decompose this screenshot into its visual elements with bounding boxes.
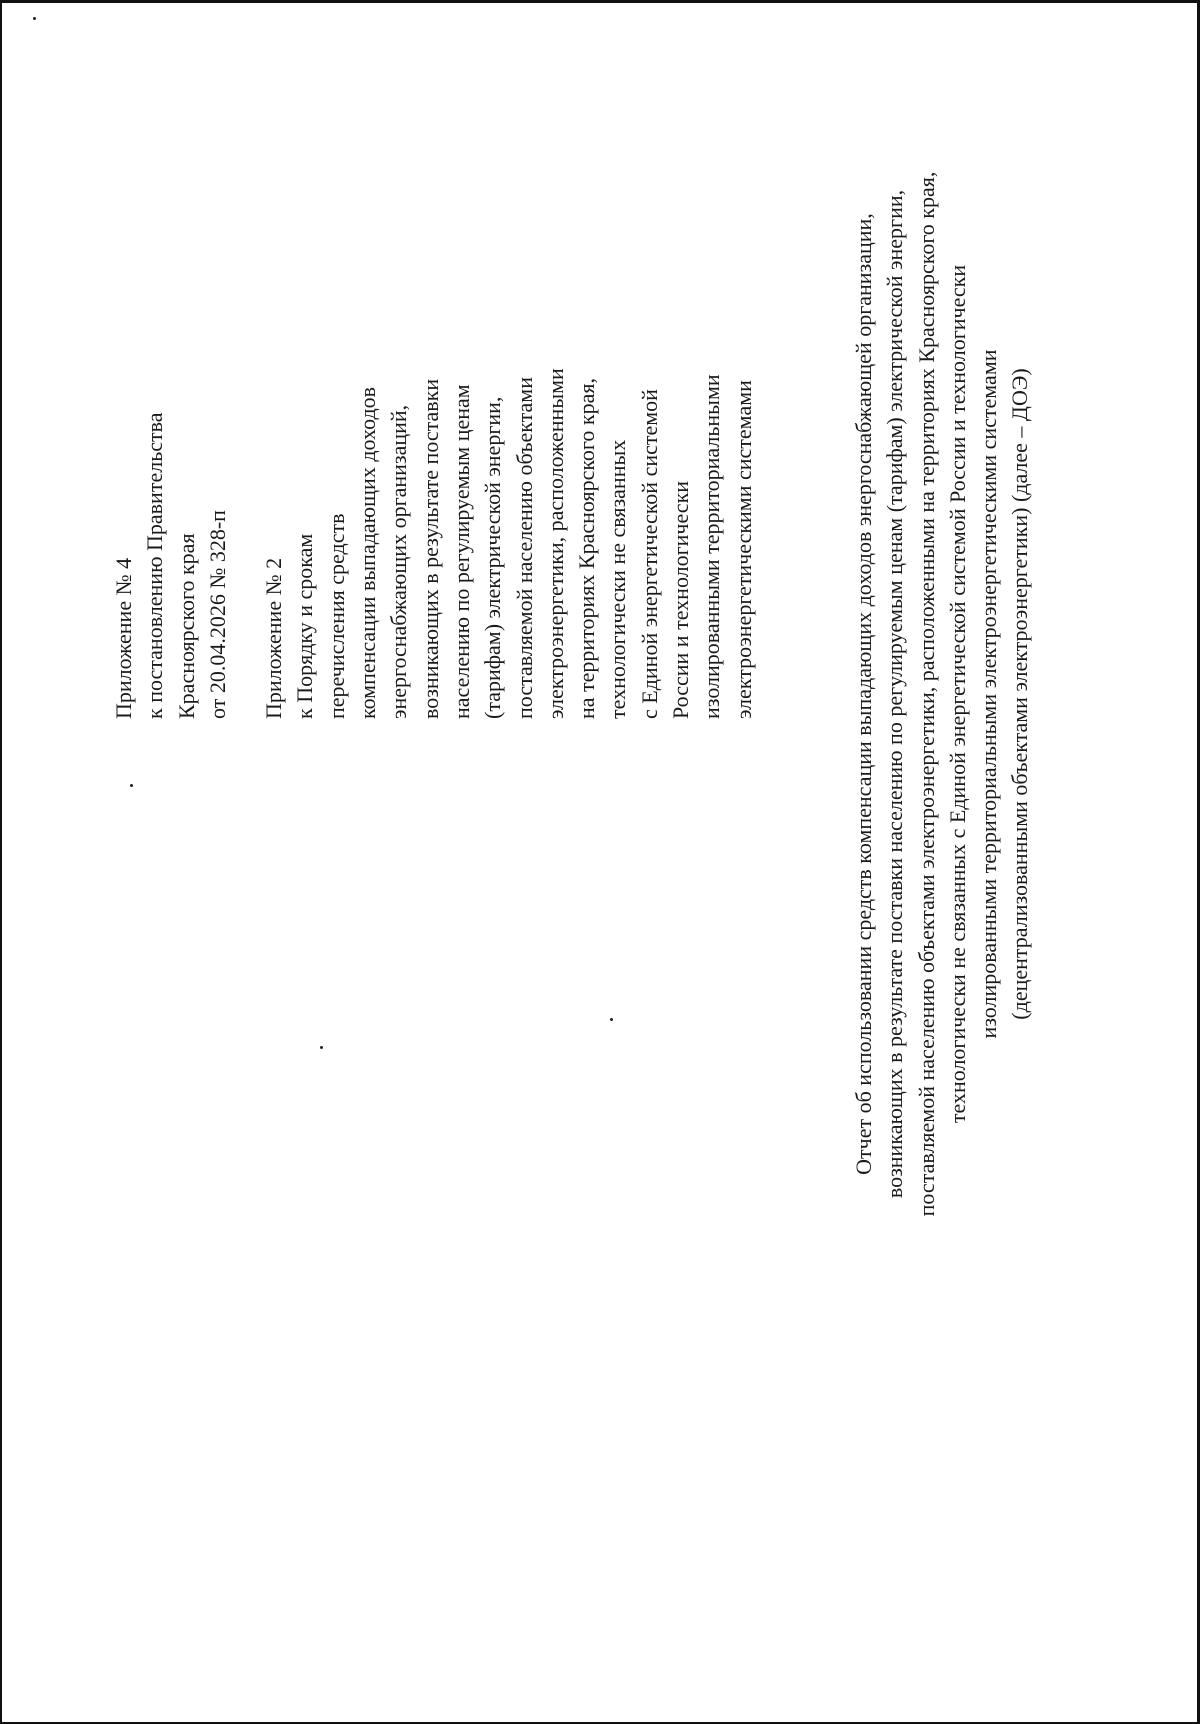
appendix-2-line: с Единой энергетической системой [636, 389, 662, 719]
appendix-2-line: Приложение № 2 [261, 557, 287, 719]
appendix-2-line: возникающих в результате поставки [417, 378, 443, 719]
appendix-2-line: на территориях Красноярского края, [574, 378, 600, 719]
report-title-line: (децентрализованными объектами электроэнергетики) (далее – ДОЭ) [1007, 368, 1033, 1020]
appendix-2-line: (тарифам) электрической энергии, [480, 396, 506, 719]
appendix-2-line: компенсации выпадающих доходов [355, 386, 381, 719]
appendix-2-line: энергоснабжающих организаций, [386, 404, 412, 719]
report-title-line: технологически не связанных с Единой энергетической системой России и технологически [944, 264, 970, 1124]
appendix-4-line: к постановлению Правительства [142, 412, 168, 719]
appendix-2-line: изолированными территориальными [699, 374, 725, 719]
report-title [848, 164, 1036, 1224]
appendix-2-line: электроэнергетическими системами [730, 380, 756, 719]
report-title-line: Отчет об использовании средств компенсации выпадающих доходов энергоснабжающей организации, [851, 213, 876, 1175]
report-title-line: возникающих в результате поставки населению по регулируемым ценам (тарифам) электрической энергии, [882, 189, 908, 1199]
block-spacer [233, 39, 258, 719]
appendix-4-line: от 20.04.2026 № 328-п [204, 510, 230, 719]
appendix-2-line: России и технологически [668, 480, 694, 719]
appendix-4-line: Приложение № 4 [111, 557, 136, 719]
appendix-2-line: электроэнергетики, расположенными [542, 368, 568, 719]
appendix-2-line: технологически не связанных [605, 439, 631, 719]
appendix-2-line: поставляемой населению объектами [511, 377, 537, 719]
appendix-2-line: к Порядку и срокам [292, 533, 318, 719]
appendix-2-line: перечисления средств [323, 513, 349, 719]
appendix-2-line: населению по регулируемым ценам [448, 384, 474, 719]
report-title-line: изолированными территориальными электроэнергетическими системами [976, 349, 1002, 1039]
appendix-4-line: Красноярского края [173, 533, 199, 719]
appendix-header-block [108, 39, 759, 719]
report-title-line: поставляемой населению объектами электроэнергетики, расположенными на территориях Красноярского края, [913, 171, 939, 1217]
